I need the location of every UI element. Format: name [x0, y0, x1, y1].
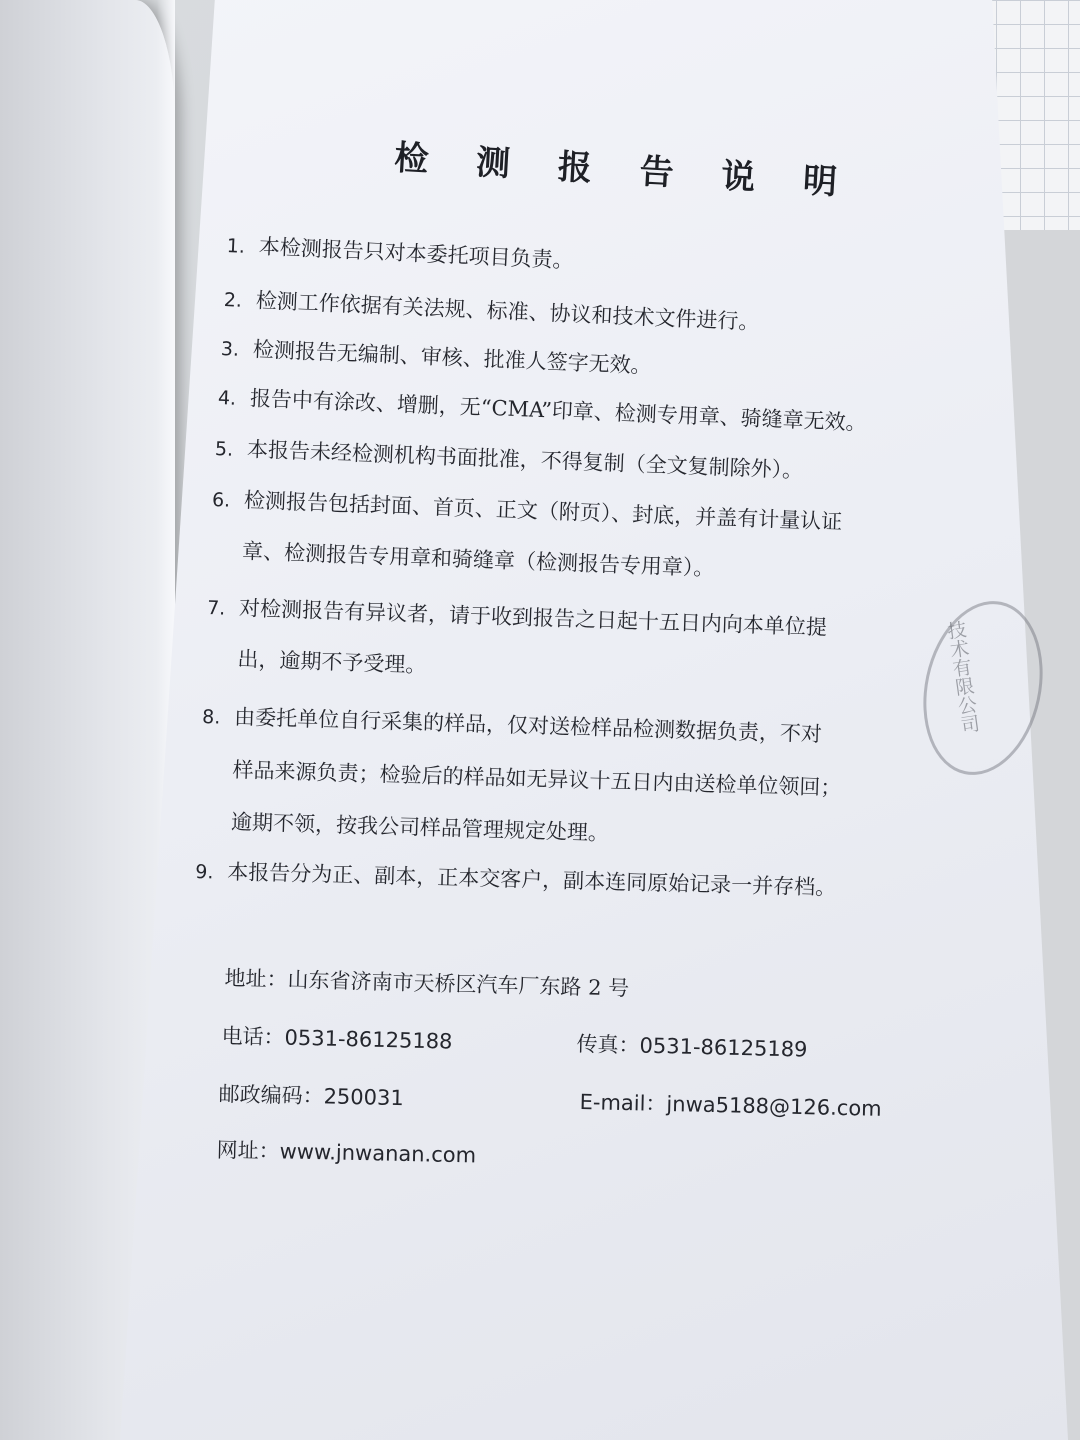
item-text: 报告中有涂改、增删，无“CMA”印章、检测专用章、骑缝章无效。	[249, 386, 868, 436]
email-label: E-mail：	[579, 1089, 667, 1116]
item-number: 5.	[214, 437, 234, 461]
item-text: 检测报告无编制、审核、批准人签字无效。	[252, 337, 653, 379]
seal-stamp-text: 技术有限公司	[943, 619, 981, 735]
address-label: 地址：	[224, 965, 288, 992]
website-line	[216, 1134, 476, 1169]
postcode-label: 邮政编码：	[218, 1081, 324, 1109]
website-value: www.jnwanan.com	[279, 1139, 477, 1168]
item-number: 2.	[223, 288, 243, 312]
item-text: 由委托单位自行采集的样品，仅对送检样品检测数据负责，不对	[233, 704, 823, 747]
postcode-line	[218, 1078, 404, 1112]
phone-label: 电话：	[221, 1023, 285, 1050]
email-value: jnwa5188@126.com	[666, 1091, 882, 1121]
seal-stamp	[908, 590, 1058, 786]
item-text-continued: 出，逾期不予受理。	[237, 647, 427, 678]
email-line	[579, 1086, 882, 1123]
item-text: 本报告未经检测机构书面批准，不得复制（全文复制除外）。	[246, 437, 804, 483]
address-value: 山东省济南市天桥区汽车厂东路 2 号	[287, 967, 630, 1001]
item-text-continued: 样品来源负责；检验后的样品如无异议十五日内由送检单位领回；	[232, 757, 842, 800]
list-item-7	[205, 582, 828, 704]
page-title: 检 测 报 告 说 明	[393, 137, 857, 204]
item-number: 3.	[220, 337, 240, 361]
item-number: 8.	[201, 705, 221, 729]
item-text: 检测工作依据有关法规、标准、协议和技术文件进行。	[255, 288, 760, 335]
fax-value: 0531-86125189	[639, 1033, 808, 1062]
list-item-8	[198, 690, 843, 866]
item-number: 9.	[195, 860, 214, 884]
item-number: 1.	[226, 234, 246, 258]
fax-label: 传真：	[576, 1031, 640, 1058]
item-text: 检测报告包括封面、首页、正文（附页）、封底，并盖有计量认证	[243, 488, 843, 535]
item-text-continued: 逾期不领，按我公司样品管理规定处理。	[230, 809, 610, 846]
item-text: 本报告分为正、副本，正本交客户，副本连同原始记录一并存档。	[227, 859, 837, 900]
fax-line	[576, 1028, 808, 1064]
item-text: 对检测报告有异议者，请于收到报告之日起十五日内向本单位提	[238, 596, 828, 640]
item-number: 4.	[217, 386, 237, 410]
item-text-continued: 章、检测报告专用章和骑缝章（检测报告专用章）。	[241, 539, 715, 581]
address-line	[224, 962, 629, 1003]
item-number: 6.	[211, 488, 231, 512]
item-text: 本检测报告只对本委托项目负责。	[258, 234, 575, 273]
postcode-value: 250031	[323, 1084, 405, 1111]
phone-value: 0531-86125188	[284, 1025, 453, 1054]
item-number: 7.	[206, 596, 226, 620]
phone-line	[221, 1020, 453, 1056]
website-label: 网址：	[216, 1137, 280, 1164]
